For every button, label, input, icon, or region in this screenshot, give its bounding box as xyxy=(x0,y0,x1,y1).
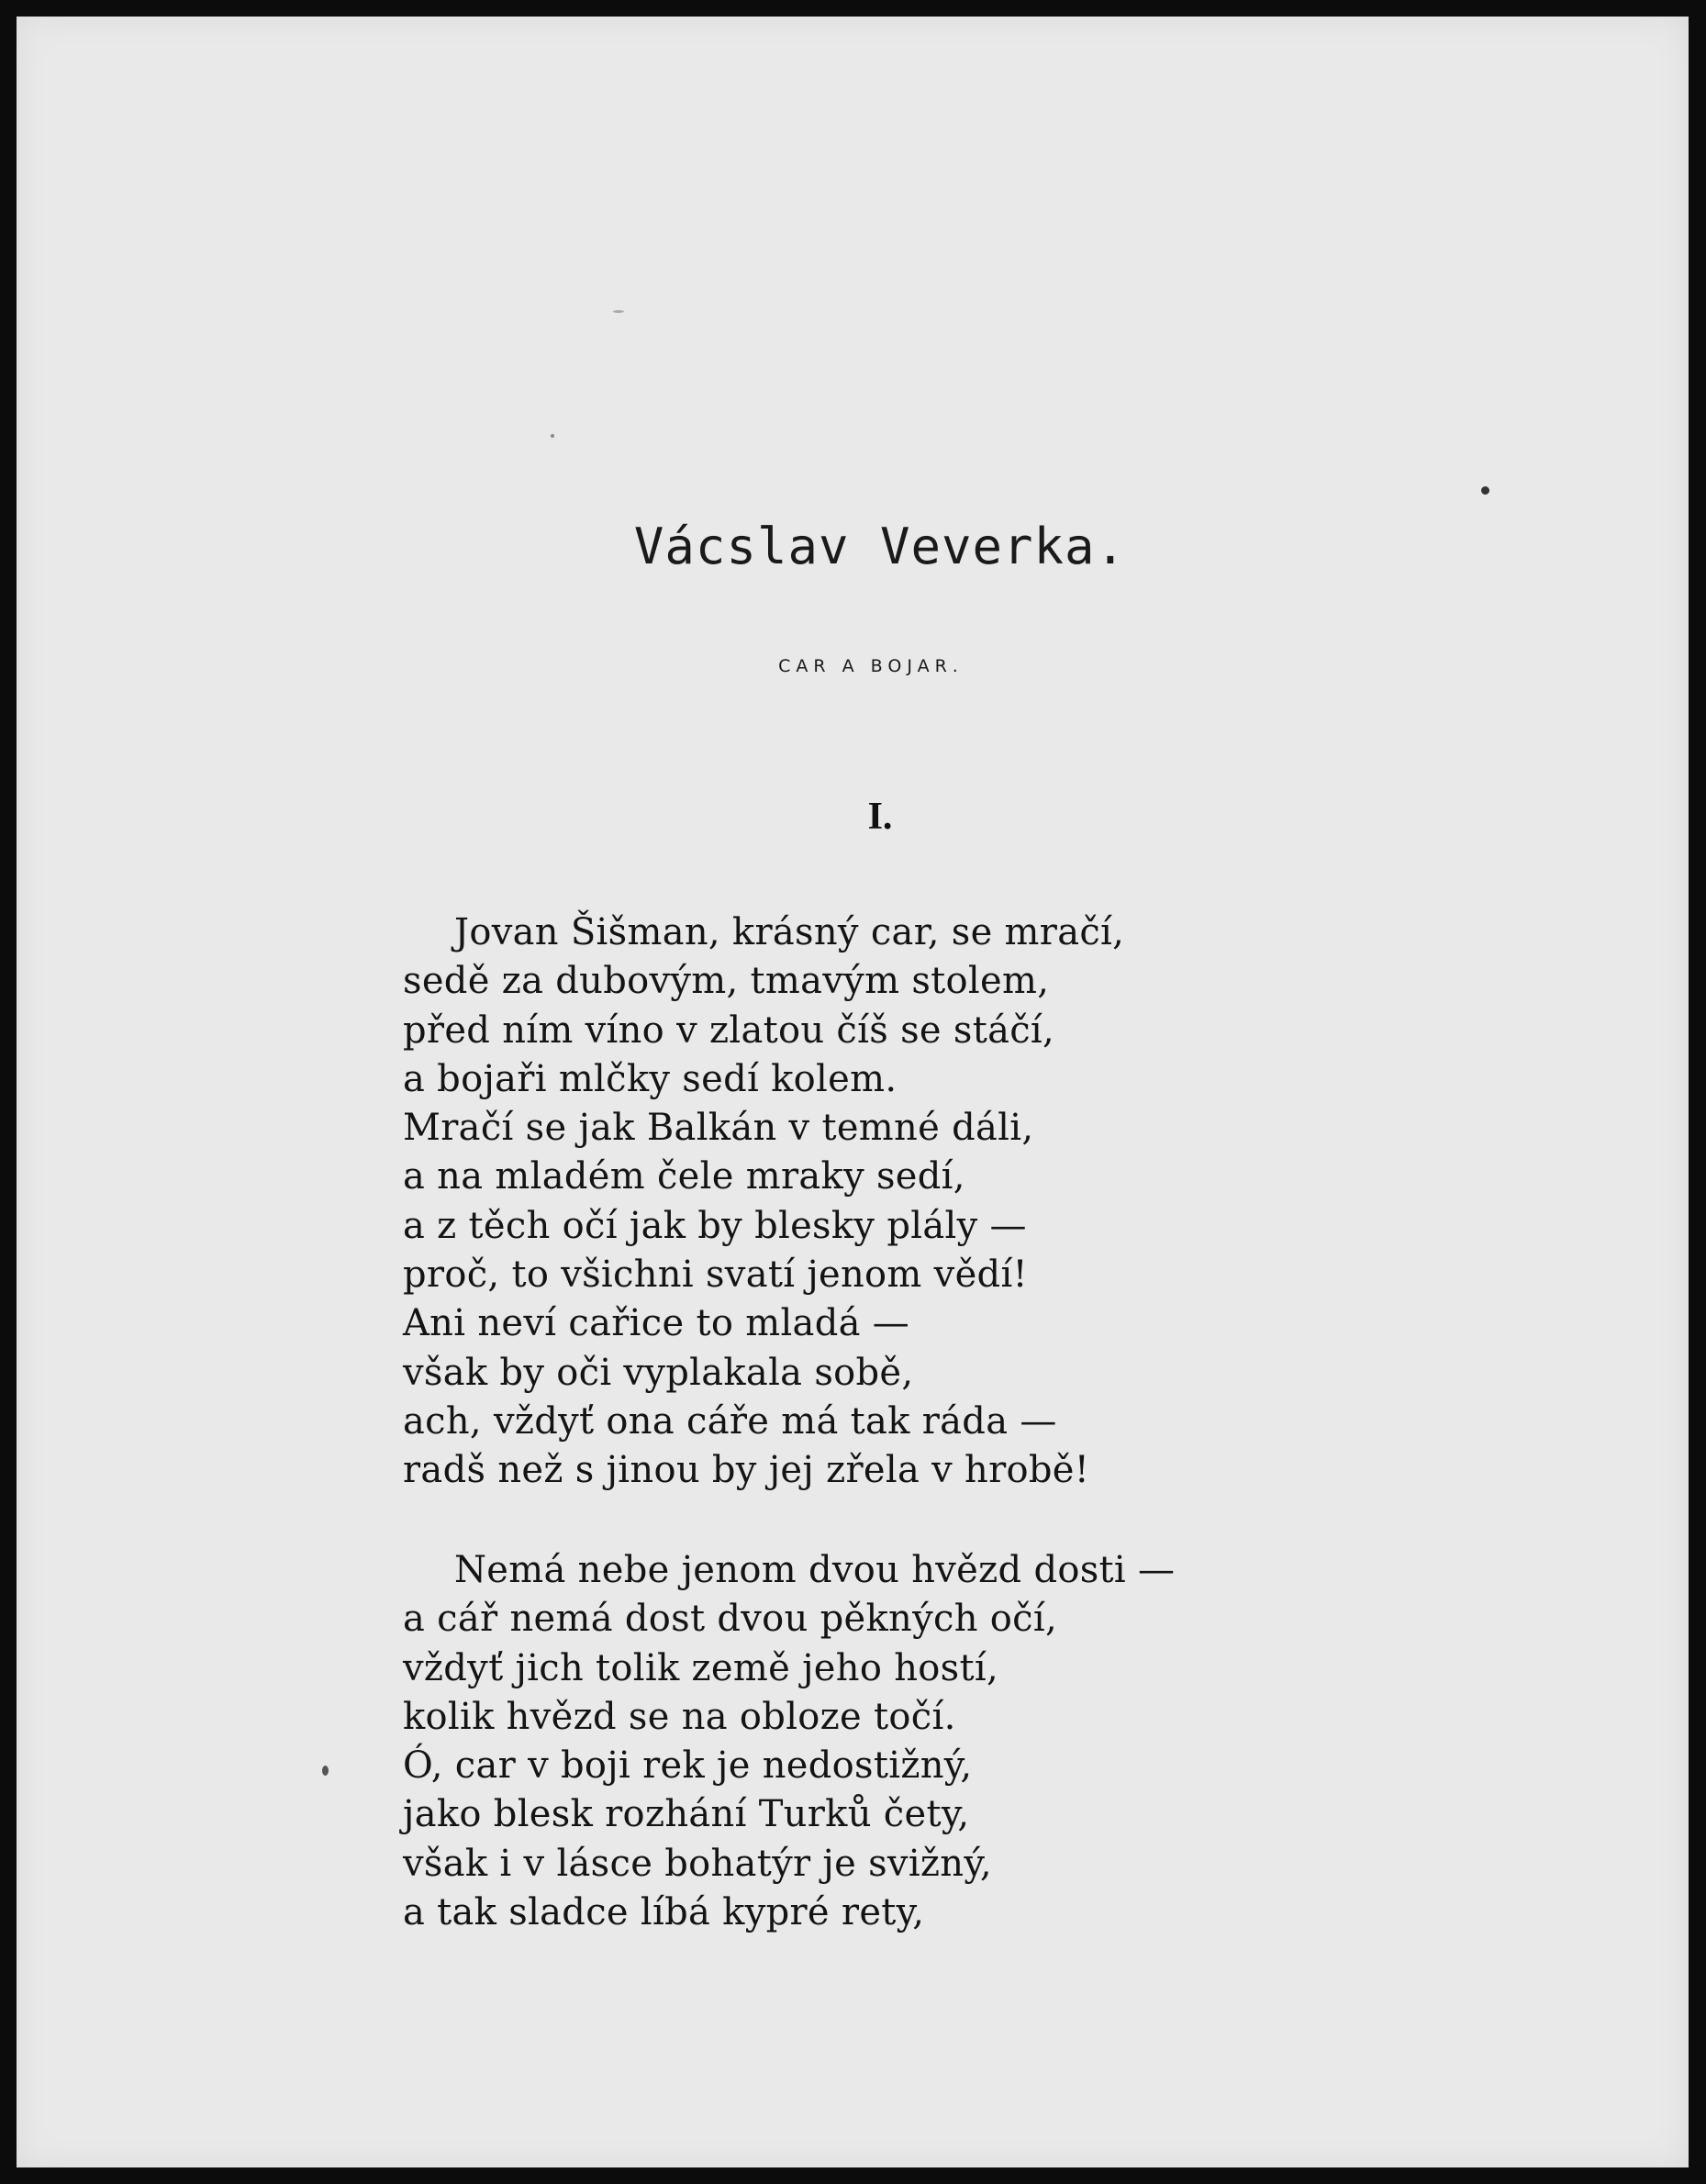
verse-line: však i v lásce bohatýr je svižný, xyxy=(403,1842,992,1885)
verse-line: jako blesk rozhání Turků čety, xyxy=(403,1793,970,1836)
scan-speck xyxy=(613,310,624,313)
scan-speck xyxy=(322,1766,329,1776)
verse-line: Ani neví cařice to mladá — xyxy=(403,1302,910,1345)
verse-line: Jovan Šišman, krásný car, se mračí, xyxy=(454,911,1125,953)
verse-line: a bojaři mlčky sedí kolem. xyxy=(403,1057,898,1100)
stanza-2 xyxy=(403,1546,1175,1937)
verse-line: ach, vždyť ona cáře má tak ráda — xyxy=(403,1399,1057,1443)
verse-line: a cář nemá dost dvou pěkných očí, xyxy=(403,1598,1057,1641)
poem-title-text: car a bojar. xyxy=(778,650,964,678)
verse-line: a tak sladce líbá kypré rety, xyxy=(403,1891,925,1934)
scan-speck xyxy=(551,434,554,438)
verse-line: a na mladém čele mraky sedí, xyxy=(403,1155,965,1198)
verse-line: kolik hvězd se na obloze točí. xyxy=(403,1695,956,1738)
verse-line: radš než s jinou by jej zřela v hrobě! xyxy=(403,1449,1090,1492)
verse-line: sedě za dubovým, tmavým stolem, xyxy=(403,960,1050,1003)
verse-line: proč, to všichni svatí jenom vědí! xyxy=(403,1254,1028,1297)
verse-line: však by oči vyplakala sobě, xyxy=(403,1351,914,1394)
poem-title xyxy=(17,650,1689,678)
verse-line: a z těch očí jak by blesky plály — xyxy=(403,1204,1027,1247)
verse-line: Ó, car v boji rek je nedostižný, xyxy=(403,1744,973,1788)
verse-line: vždyť jich tolik země jeho hostí, xyxy=(403,1646,998,1689)
section-number: I. xyxy=(867,796,893,838)
author-heading: Vácslav Veverka. xyxy=(633,518,1127,575)
book-page xyxy=(17,17,1689,2167)
verse-line: Mračí se jak Balkán v temné dáli, xyxy=(403,1107,1034,1150)
verse-line: Nemá nebe jenom dvou hvězd dosti — xyxy=(454,1549,1176,1591)
stanza-1 xyxy=(403,908,1124,1496)
scan-speck xyxy=(1481,486,1489,495)
verse-line: před ním víno v zlatou číš se stáčí, xyxy=(403,1008,1055,1052)
